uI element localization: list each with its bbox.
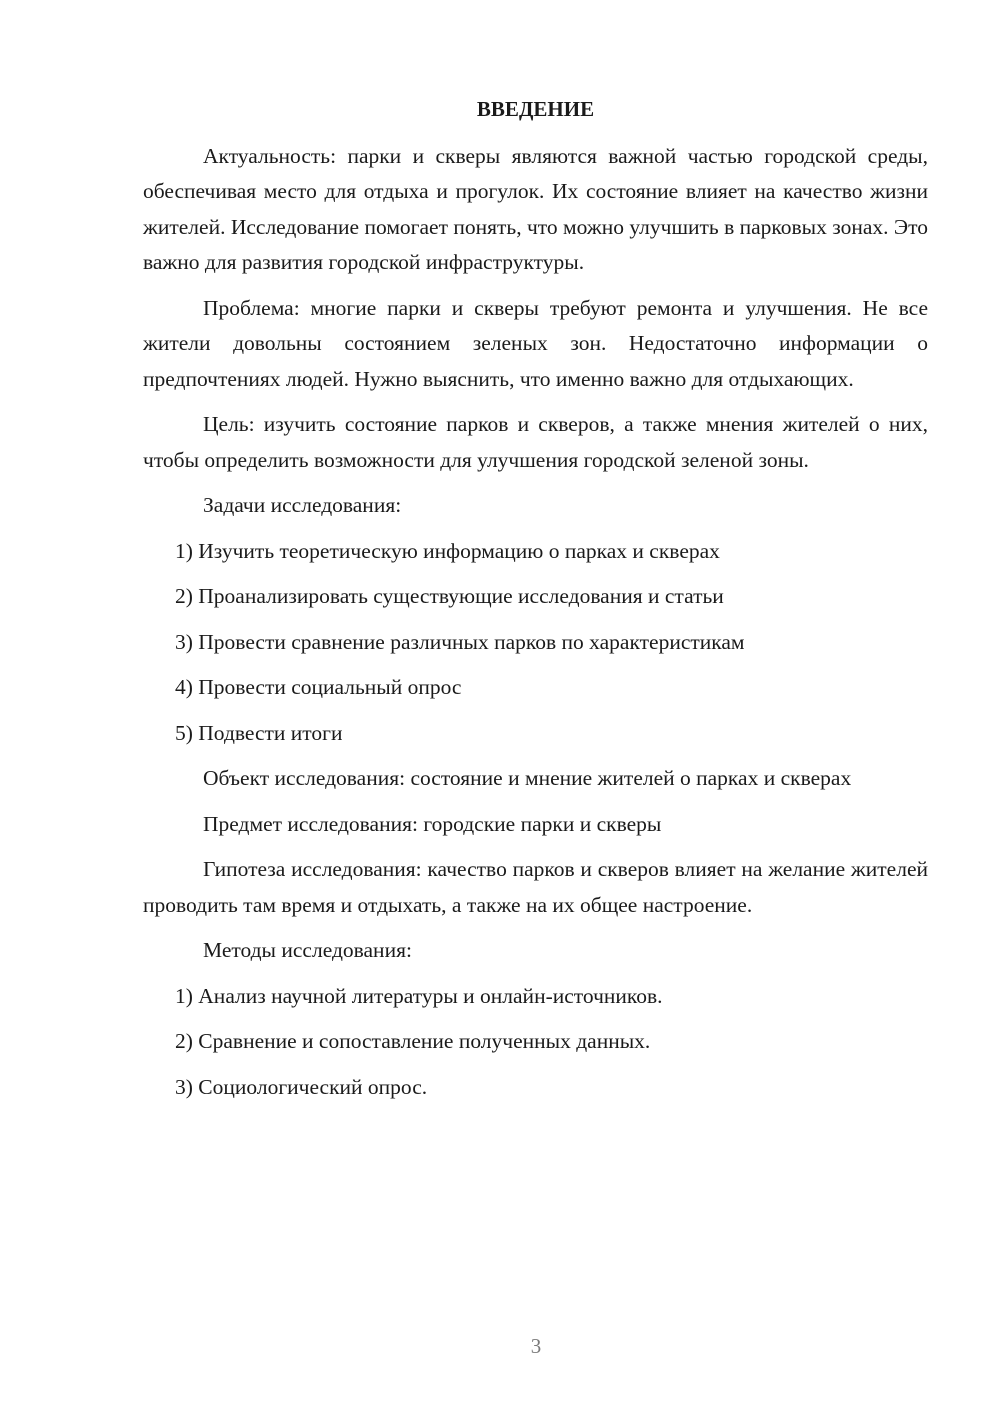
goal-paragraph: Цель: изучить состояние парков и скверов, а также мнения жителей о них, чтобы определить возможности для улучшения городской зеленой зоны.: [143, 412, 928, 472]
document-page: [143, 92, 928, 1115]
page-number: 3: [530, 1334, 542, 1358]
task-item: 2) Проанализировать существующие исследования и статьи: [175, 584, 724, 608]
method-item: 2) Сравнение и сопоставление полученных данных.: [175, 1029, 651, 1053]
relevance-paragraph: Актуальность: парки и скверы являются важной частью городской среды, обеспечивая место для отдыха и прогулок. Их состояние влияет на качество жизни жителей. Исследование помогает понять, что можно улучшить в парковых зонах. Это важно для развития городской инфраструктуры.: [143, 143, 928, 274]
section-heading: ВВЕДЕНИЕ: [476, 97, 595, 121]
tasks-title: Задачи исследования:: [203, 493, 402, 517]
method-item: 1) Анализ научной литературы и онлайн-источников.: [175, 983, 663, 1008]
problem-paragraph: Проблема: многие парки и скверы требуют ремонта и улучшения. Не все жители довольны состоянием зеленых зон. Недостаточно информации о предпочтениях людей. Нужно выяснить, что именно важно для отдыхающих.: [143, 295, 928, 391]
task-item: 5) Подвести итоги: [175, 720, 343, 745]
methods-title: Методы исследования:: [203, 938, 412, 962]
object-paragraph: Объект исследования: состояние и мнение жителей о парках и скверах: [203, 766, 852, 790]
method-item: 3) Социологический опрос.: [175, 1074, 428, 1099]
task-item: 1) Изучить теоретическую информацию о парках и скверах: [175, 538, 720, 563]
task-item: 3) Провести сравнение различных парков по характеристикам: [175, 629, 745, 654]
hypothesis-paragraph: Гипотеза исследования: качество парков и скверов влияет на желание жителей проводить там время и отдыхать, а также на их общее настроение.: [143, 857, 928, 917]
subject-paragraph: Предмет исследования: городские парки и скверы: [203, 811, 662, 836]
task-item: 4) Провести социальный опрос: [175, 675, 462, 699]
